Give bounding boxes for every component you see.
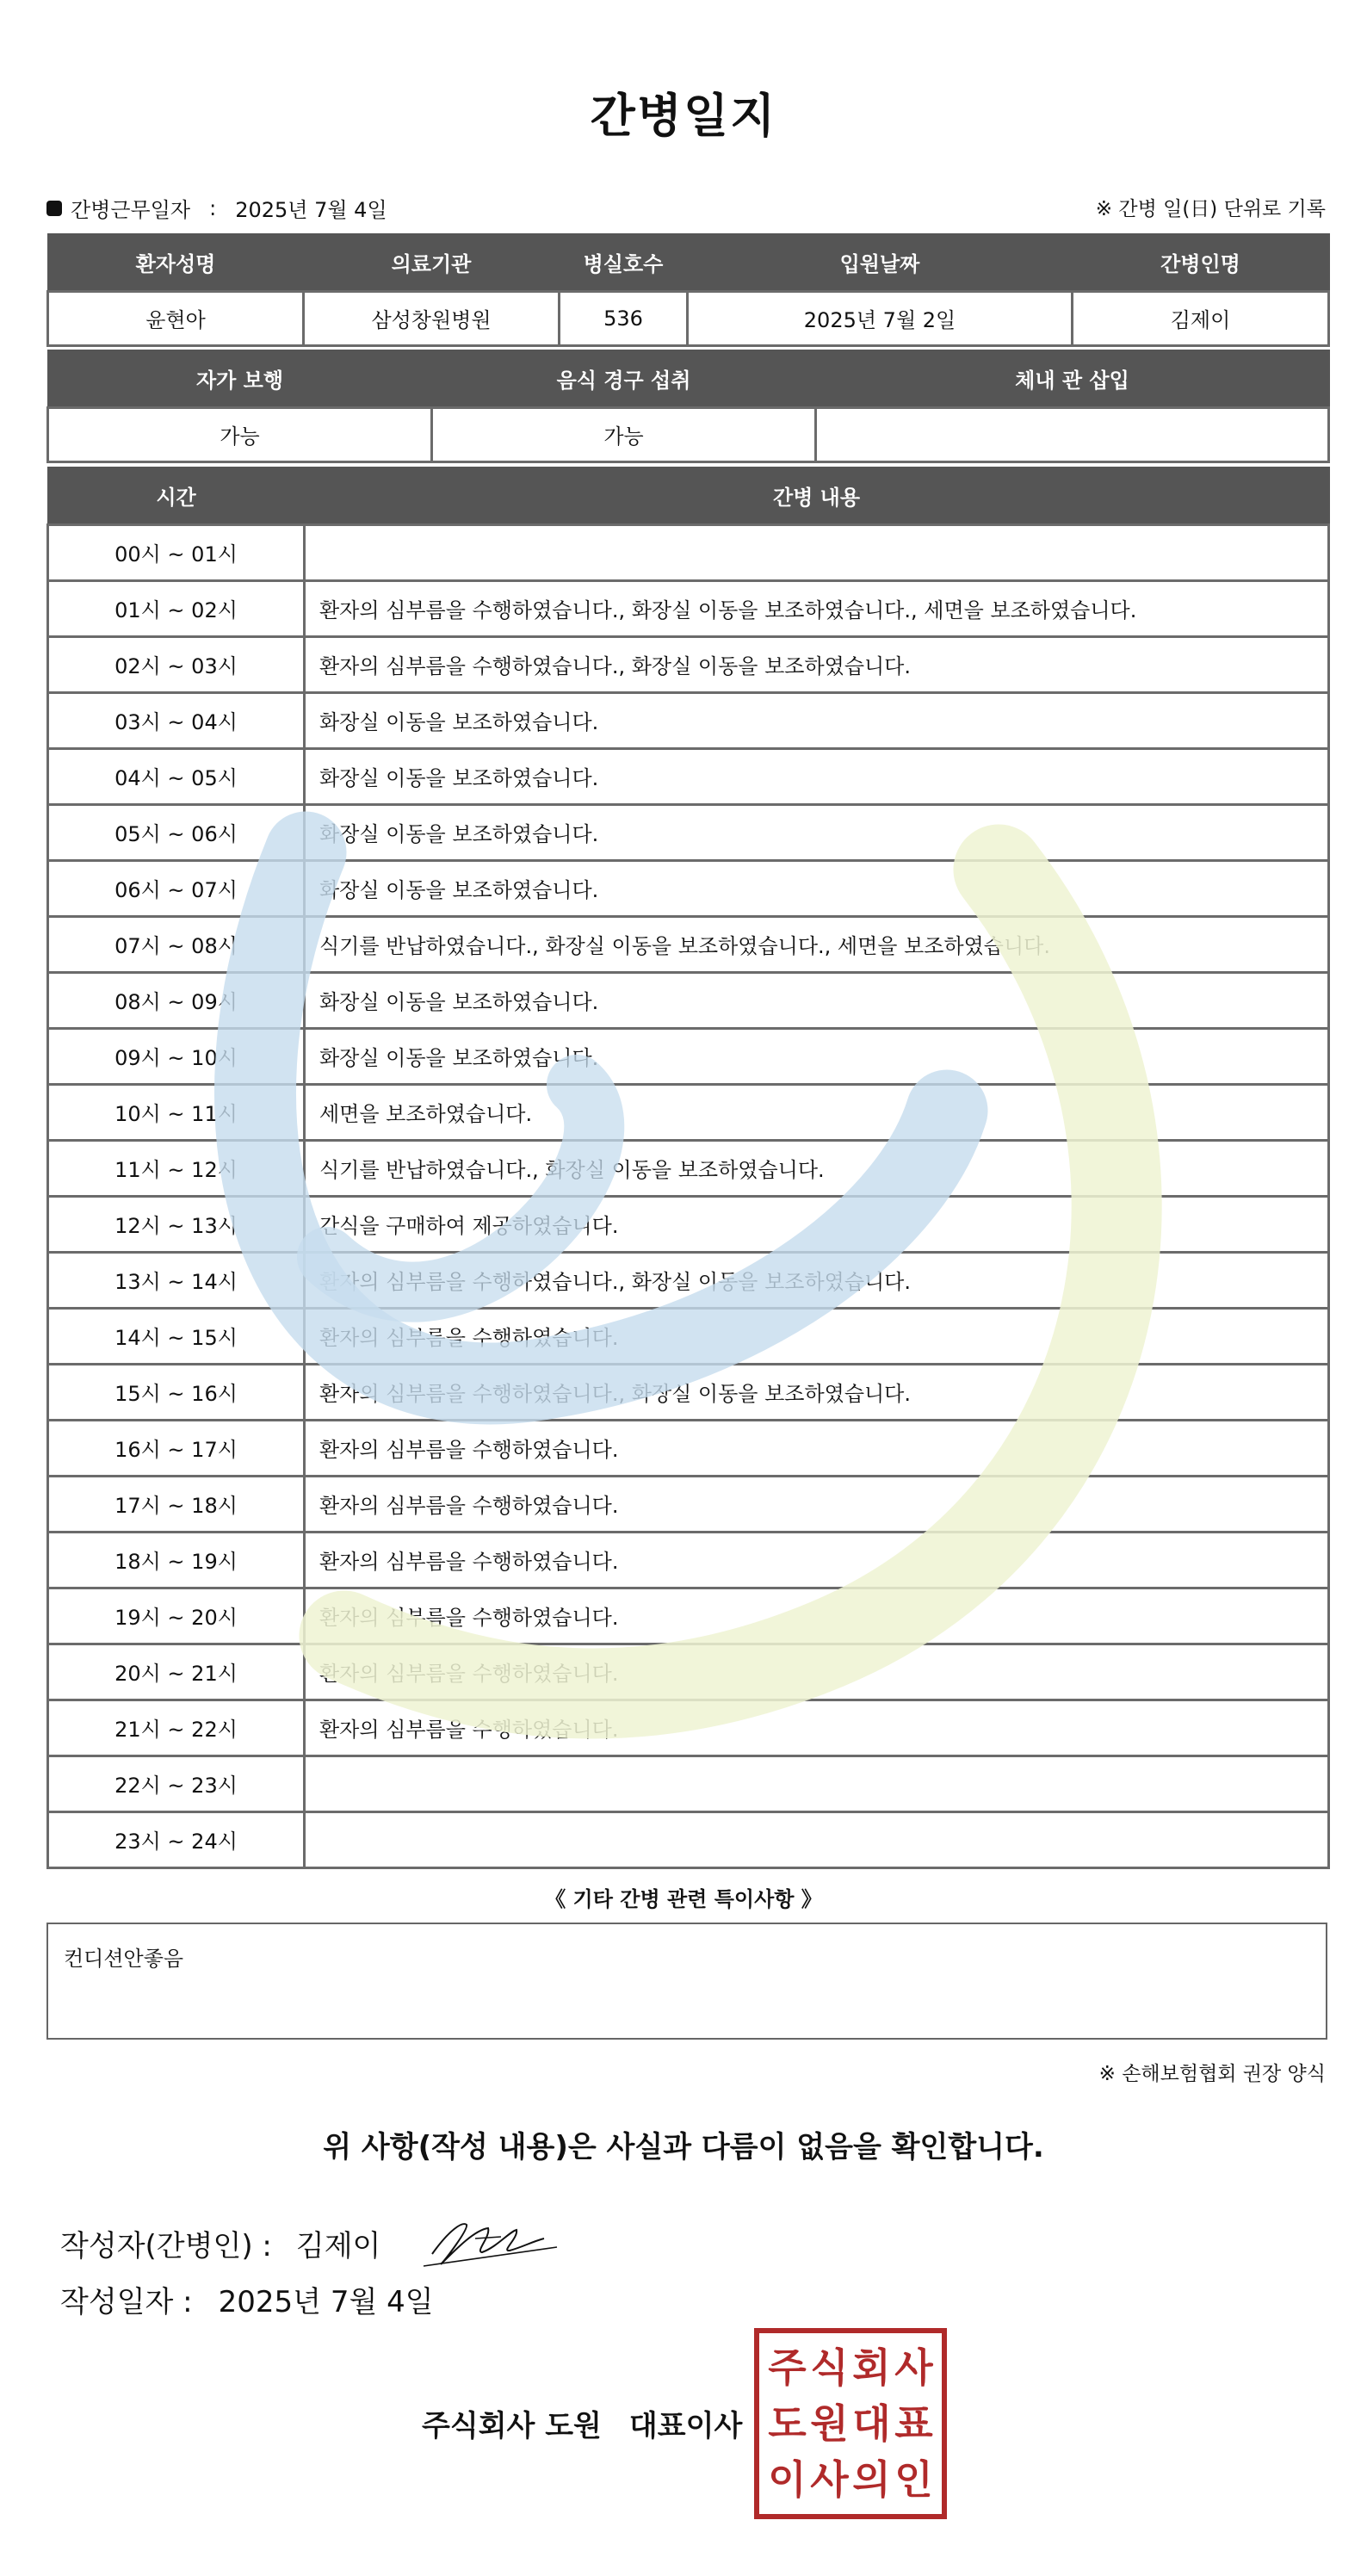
table-row <box>48 692 1329 748</box>
time-cell: 02시 ~ 03시 <box>48 636 305 692</box>
time-cell: 15시 ~ 16시 <box>48 1364 305 1420</box>
table-row <box>48 860 1329 916</box>
write-date-line <box>60 2278 434 2320</box>
table-row <box>48 1028 1329 1084</box>
care-date-line <box>46 193 387 223</box>
table-row <box>48 1756 1329 1811</box>
table-row <box>48 1420 1329 1476</box>
seal-character: 의 <box>852 2455 891 2503</box>
room-number-value: 536 <box>560 291 688 345</box>
care-content-cell: 화장실 이동을 보조하였습니다. <box>305 1028 1329 1084</box>
care-content-cell: 환자의 심부름을 수행하였습니다., 화장실 이동을 보조하였습니다. <box>305 1252 1329 1308</box>
table-row <box>48 524 1329 580</box>
time-cell: 00시 ~ 01시 <box>48 524 305 580</box>
remarks-text: 컨디션안좋음 <box>64 1947 184 1971</box>
care-content-cell: 환자의 심부름을 수행하였습니다., 화장실 이동을 보조하였습니다. <box>305 1364 1329 1420</box>
table-row <box>48 1252 1329 1308</box>
self-walking-value: 가능 <box>48 407 432 461</box>
care-log-body <box>48 524 1329 1867</box>
seal-character: 사 <box>810 2455 849 2503</box>
table-row <box>48 1084 1329 1140</box>
table-row <box>48 748 1329 804</box>
table-row <box>48 636 1329 692</box>
time-cell: 09시 ~ 10시 <box>48 1028 305 1084</box>
time-cell: 21시 ~ 22시 <box>48 1700 305 1756</box>
care-content-cell: 환자의 심부름을 수행하였습니다. <box>305 1308 1329 1364</box>
care-content-cell: 식기를 반납하였습니다., 화장실 이동을 보조하였습니다., 세면을 보조하였습니다. <box>305 916 1329 972</box>
care-content-cell <box>305 1811 1329 1867</box>
table-row <box>48 580 1329 636</box>
admission-date-value: 2025년 7월 2일 <box>688 291 1073 345</box>
patient-name-value: 윤현아 <box>48 291 304 345</box>
table-row <box>48 1196 1329 1252</box>
header-care-content: 간병 내용 <box>305 468 1329 524</box>
time-cell: 06시 ~ 07시 <box>48 860 305 916</box>
table-row <box>48 804 1329 860</box>
header-admission-date: 입원날짜 <box>688 234 1073 291</box>
seal-character: 도 <box>768 2400 807 2447</box>
care-content-cell: 화장실 이동을 보조하였습니다. <box>305 692 1329 748</box>
care-content-cell: 환자의 심부름을 수행하였습니다. <box>305 1588 1329 1644</box>
header-patient-name: 환자성명 <box>48 234 304 291</box>
seal-character: 식 <box>810 2344 849 2392</box>
oral-intake-value: 가능 <box>432 407 816 461</box>
header-time: 시간 <box>48 468 305 524</box>
care-content-cell <box>305 1756 1329 1811</box>
remarks-title: 《 기타 간병 관련 특이사항 》 <box>545 1887 822 1911</box>
company-representative-title: 대표이사 <box>628 2409 743 2443</box>
writer-label: 작성자(간병인) : <box>60 2228 272 2263</box>
table-row <box>48 1476 1329 1532</box>
header-tube-insertion: 체내 관 삽입 <box>816 350 1329 407</box>
header-self-walking: 자가 보행 <box>48 350 432 407</box>
time-cell: 04시 ~ 05시 <box>48 748 305 804</box>
remarks-box <box>46 1923 1327 2040</box>
table-row <box>48 1364 1329 1420</box>
care-content-cell: 환자의 심부름을 수행하였습니다. <box>305 1532 1329 1588</box>
care-log-table <box>46 467 1330 1869</box>
care-content-cell: 세면을 보조하였습니다. <box>305 1084 1329 1140</box>
care-content-cell: 화장실 이동을 보조하였습니다. <box>305 860 1329 916</box>
table-row <box>48 916 1329 972</box>
company-line <box>422 2402 742 2444</box>
patient-info-table <box>46 233 1330 347</box>
care-date-label: 간병근무일자 <box>71 198 191 222</box>
table-row <box>48 1700 1329 1756</box>
header-caregiver-name: 간병인명 <box>1073 234 1329 291</box>
time-cell: 08시 ~ 09시 <box>48 972 305 1028</box>
care-content-cell: 환자의 심부름을 수행하였습니다., 화장실 이동을 보조하였습니다. <box>305 636 1329 692</box>
time-cell: 01시 ~ 02시 <box>48 580 305 636</box>
time-cell: 19시 ~ 20시 <box>48 1588 305 1644</box>
table-row <box>48 1140 1329 1196</box>
header-hospital: 의료기관 <box>304 234 560 291</box>
time-cell: 14시 ~ 15시 <box>48 1308 305 1364</box>
time-cell: 18시 ~ 19시 <box>48 1532 305 1588</box>
time-cell: 12시 ~ 13시 <box>48 1196 305 1252</box>
care-content-cell: 식기를 반납하였습니다., 화장실 이동을 보조하였습니다. <box>305 1140 1329 1196</box>
table-row <box>48 1644 1329 1700</box>
header-room-number: 병실호수 <box>560 234 688 291</box>
seal-character: 주 <box>768 2344 807 2392</box>
time-cell: 23시 ~ 24시 <box>48 1811 305 1867</box>
tube-insertion-value <box>816 407 1329 461</box>
page-title: 간병일지 <box>590 89 777 143</box>
care-content-cell: 환자의 심부름을 수행하였습니다. <box>305 1476 1329 1532</box>
patient-status-table <box>46 350 1330 463</box>
care-content-cell: 환자의 심부름을 수행하였습니다., 화장실 이동을 보조하였습니다., 세면을 보조하였습니다. <box>305 580 1329 636</box>
time-cell: 13시 ~ 14시 <box>48 1252 305 1308</box>
signature-image <box>415 2213 561 2273</box>
write-date-label: 작성일자 : <box>60 2285 193 2319</box>
time-cell: 20시 ~ 21시 <box>48 1644 305 1700</box>
seal-character: 대 <box>852 2400 891 2447</box>
care-content-cell: 화장실 이동을 보조하였습니다. <box>305 972 1329 1028</box>
table-row <box>48 1588 1329 1644</box>
care-content-cell: 환자의 심부름을 수행하였습니다. <box>305 1420 1329 1476</box>
bullet-square-icon <box>46 201 62 216</box>
recommend-note: ※ 손해보험협회 권장 양식 <box>1098 2063 1326 2085</box>
care-date-value: 2025년 7월 4일 <box>235 198 387 222</box>
write-date-value: 2025년 7월 4일 <box>218 2285 434 2319</box>
care-content-cell: 환자의 심부름을 수행하였습니다. <box>305 1700 1329 1756</box>
care-date-separator: : <box>209 195 217 220</box>
time-cell: 16시 ~ 17시 <box>48 1420 305 1476</box>
care-content-cell: 환자의 심부름을 수행하였습니다. <box>305 1644 1329 1700</box>
time-cell: 05시 ~ 06시 <box>48 804 305 860</box>
hospital-value: 삼성창원병원 <box>304 291 560 345</box>
seal-character: 원 <box>810 2400 849 2447</box>
care-content-cell: 간식을 구매하여 제공하였습니다. <box>305 1196 1329 1252</box>
record-unit-note: ※ 간병 일(日) 단위로 기록 <box>1095 198 1326 220</box>
writer-line <box>60 2213 561 2273</box>
time-cell: 03시 ~ 04시 <box>48 692 305 748</box>
table-row <box>48 1532 1329 1588</box>
time-cell: 11시 ~ 12시 <box>48 1140 305 1196</box>
company-seal-stamp <box>754 2328 947 2519</box>
table-row <box>48 1811 1329 1867</box>
seal-character: 사 <box>894 2344 933 2392</box>
table-row <box>48 972 1329 1028</box>
care-content-cell: 화장실 이동을 보조하였습니다. <box>305 748 1329 804</box>
seal-character: 회 <box>852 2344 891 2392</box>
seal-character: 표 <box>894 2400 933 2447</box>
seal-character: 이 <box>768 2455 807 2503</box>
table-row <box>48 1308 1329 1364</box>
writer-name: 김제이 <box>295 2228 381 2263</box>
confirm-statement: 위 사항(작성 내용)은 사실과 다름이 없음을 확인합니다. <box>323 2130 1044 2164</box>
company-name: 주식회사 도원 <box>422 2409 602 2443</box>
care-content-cell: 화장실 이동을 보조하였습니다. <box>305 804 1329 860</box>
time-cell: 17시 ~ 18시 <box>48 1476 305 1532</box>
care-content-cell <box>305 524 1329 580</box>
caregiver-name-value: 김제이 <box>1073 291 1329 345</box>
time-cell: 22시 ~ 23시 <box>48 1756 305 1811</box>
header-oral-intake: 음식 경구 섭취 <box>432 350 816 407</box>
time-cell: 10시 ~ 11시 <box>48 1084 305 1140</box>
time-cell: 07시 ~ 08시 <box>48 916 305 972</box>
seal-character: 인 <box>894 2455 933 2503</box>
